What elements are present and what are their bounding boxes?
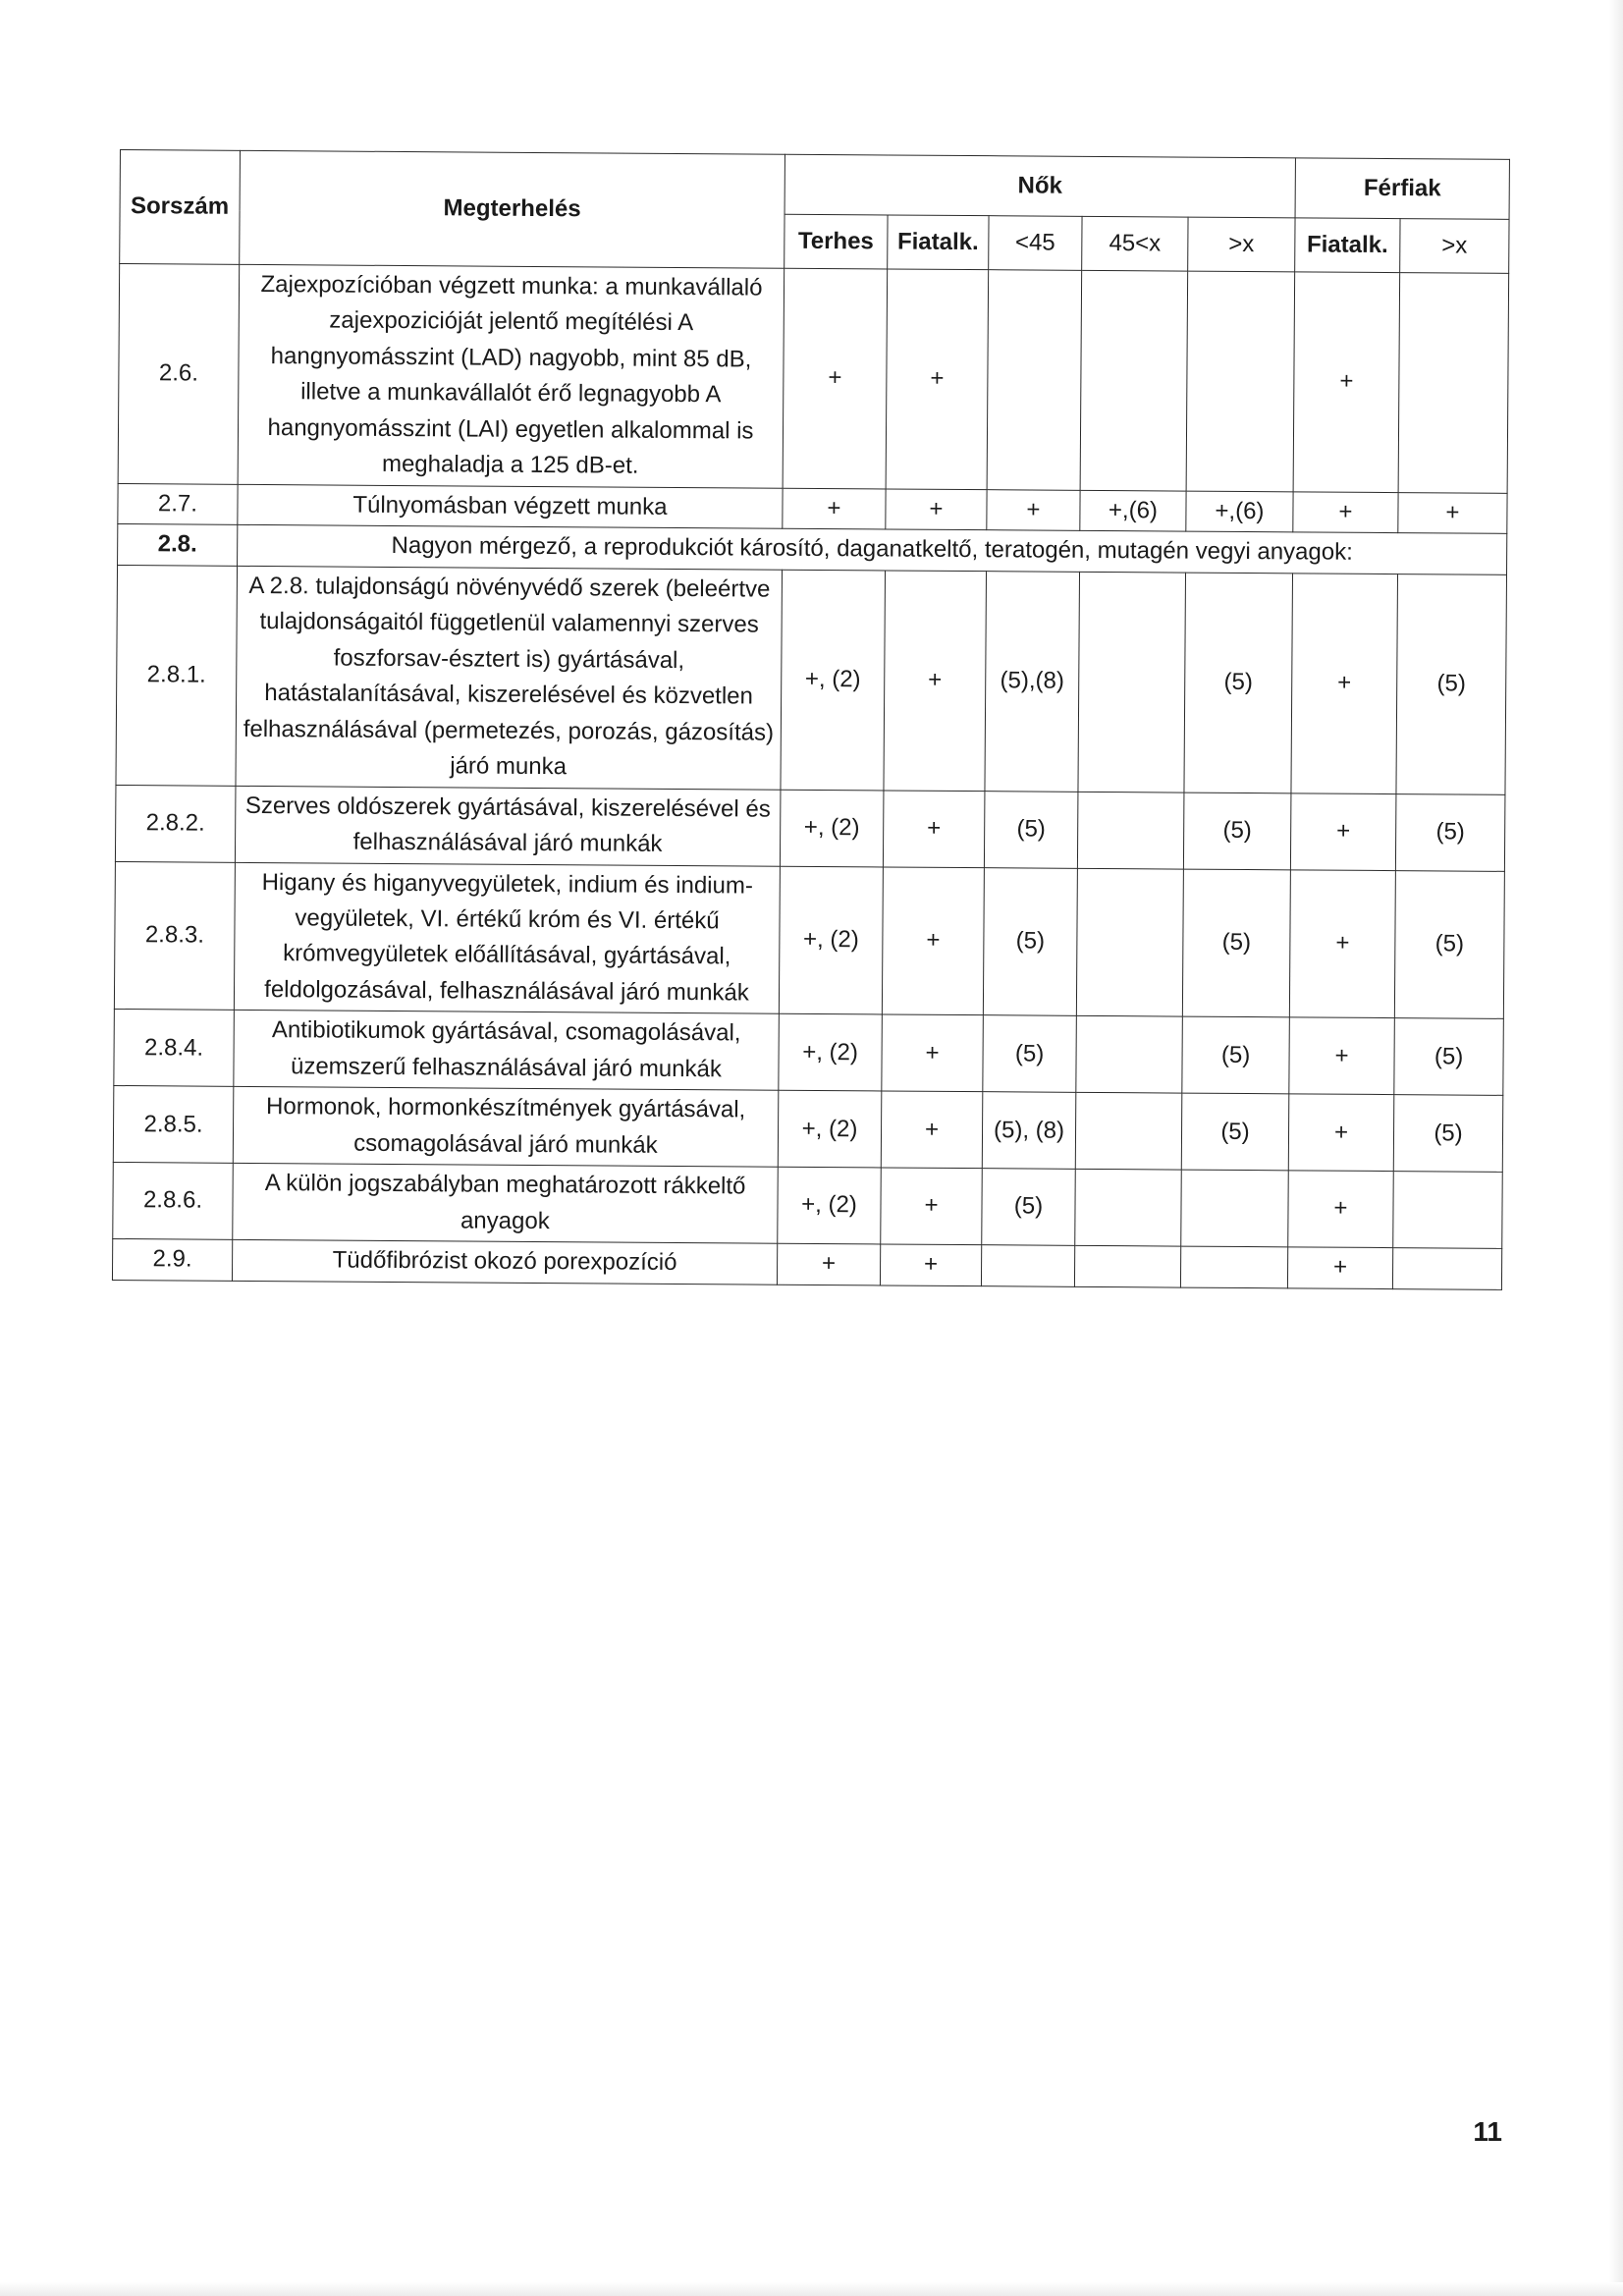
page-number: 11 (1473, 2116, 1502, 2147)
cell-lt45 (981, 1245, 1074, 1286)
cell-45ltx (1080, 270, 1188, 491)
header-ferfiak: Férfiak (1295, 158, 1509, 220)
cell-lt45 (987, 270, 1082, 490)
header-sorszam: Sorszám (120, 150, 241, 265)
cell-45ltx (1076, 868, 1183, 1017)
table-row (114, 1010, 1504, 1096)
scan-page-bottom (0, 2282, 1623, 2296)
cell-45ltx (1075, 1170, 1182, 1247)
row-number: 2.8.6. (113, 1163, 234, 1240)
cell-fiatalk-nok: + (882, 866, 984, 1015)
row-number: 2.6. (118, 264, 240, 485)
row-number: 2.7. (118, 483, 238, 524)
cell-45ltx (1075, 1093, 1182, 1171)
cell-terhes: + (783, 268, 888, 489)
row-description: Higany és higanyvegyületek, indium és indium- vegyületek, VI. értékű króm és VI. értékű krómvegyületek előállításával, gyártásával, feldolgozásával, felhasználásával járó munkák (234, 862, 780, 1014)
cell-terhes: +, (2) (779, 866, 883, 1015)
table-row (118, 264, 1509, 494)
cell-45ltx (1076, 1016, 1183, 1094)
cell-gtx-nok: (5) (1184, 573, 1293, 793)
table-row (114, 861, 1504, 1019)
cell-lt45: (5) (983, 1015, 1077, 1093)
header-row-top (120, 150, 1509, 220)
row-number: 2.8.2. (115, 785, 236, 862)
cell-gtx-ferfiak (1398, 273, 1509, 494)
cell-gtx-ferfiak (1392, 1248, 1501, 1289)
cell-terhes: +, (2) (778, 1167, 882, 1244)
cell-gtx-ferfiak: + (1398, 492, 1507, 533)
header-lt45: <45 (989, 216, 1082, 271)
cell-fiatalk-nok: + (886, 269, 989, 490)
cell-gtx-ferfiak: (5) (1394, 870, 1504, 1019)
table-row (116, 565, 1507, 794)
cell-fiatalk-nok: + (884, 571, 987, 792)
header-gtx-ferfiak: >x (1400, 219, 1509, 274)
table-row (112, 1239, 1501, 1289)
cell-gtx-nok: +,(6) (1186, 491, 1293, 532)
cell-fiatalk-nok: + (883, 791, 985, 868)
cell-fiatalk-nok: + (886, 489, 987, 530)
cell-fiatalk-nok: + (881, 1091, 983, 1169)
cell-fiatalk-ferfiak: + (1291, 574, 1398, 794)
cell-gtx-nok (1180, 1246, 1287, 1287)
cell-lt45: (5) (983, 867, 1077, 1016)
row-number: 2.8.5. (113, 1086, 234, 1164)
cell-45ltx: +,(6) (1080, 490, 1186, 531)
header-fiatalk-ferfiak: Fiatalk. (1295, 218, 1400, 273)
cell-gtx-ferfiak: (5) (1393, 1095, 1503, 1173)
table-row (113, 1163, 1503, 1249)
header-megterheles: Megterhelés (240, 150, 785, 268)
cell-lt45: (5),(8) (985, 571, 1080, 791)
cell-gtx-nok (1186, 271, 1295, 492)
cell-terhes: +, (2) (780, 790, 884, 867)
exposure-restrictions-table (112, 149, 1510, 1290)
header-terhes: Terhes (784, 214, 888, 269)
cell-gtx-nok: (5) (1182, 869, 1290, 1018)
cell-45ltx (1077, 792, 1184, 869)
cell-terhes: + (777, 1243, 880, 1285)
header-nok: Nők (784, 154, 1295, 218)
row-number: 2.8.3. (114, 861, 235, 1011)
cell-fiatalk-ferfiak: + (1290, 793, 1396, 870)
cell-fiatalk-ferfiak: + (1287, 1247, 1392, 1288)
cell-lt45: (5) (984, 791, 1078, 868)
scan-page-edge (1609, 0, 1623, 2296)
cell-lt45: + (987, 489, 1080, 530)
row-description: Szerves oldószerek gyártásával, kiszerelésével és felhasználásával járó munkák (235, 786, 781, 866)
cell-fiatalk-ferfiak: + (1293, 272, 1400, 493)
row-description: A külön jogszabályban meghatározott rákkeltő anyagok (233, 1164, 779, 1244)
cell-terhes: + (783, 488, 886, 529)
row-description: Hormonok, hormonkészítmények gyártásával, csomagolásával járó munkák (233, 1087, 779, 1168)
cell-fiatalk-ferfiak: + (1288, 1094, 1394, 1172)
header-45ltx: 45<x (1082, 216, 1188, 271)
row-number: 2.9. (112, 1239, 232, 1281)
cell-gtx-ferfiak (1393, 1172, 1503, 1249)
cell-terhes: +, (2) (779, 1014, 883, 1092)
cell-gtx-nok: (5) (1183, 793, 1291, 870)
cell-lt45: (5), (8) (982, 1092, 1076, 1170)
cell-fiatalk-nok: + (881, 1168, 983, 1245)
cell-terhes: +, (2) (778, 1091, 882, 1169)
header-gtx-nok: >x (1188, 217, 1295, 272)
row-description: Tüdőfibrózist okozó porexpozíció (232, 1240, 777, 1285)
cell-gtx-nok: (5) (1181, 1093, 1289, 1171)
row-description: Antibiotikumok gyártásával, csomagolásával, üzemszerű felhasználásával járó munkák (234, 1011, 780, 1091)
cell-45ltx (1078, 572, 1186, 793)
row-number: 2.8.1. (116, 565, 238, 786)
header-fiatalk-nok: Fiatalk. (888, 215, 989, 270)
cell-fiatalk-nok: + (880, 1244, 981, 1285)
cell-fiatalk-ferfiak: + (1293, 492, 1398, 533)
cell-fiatalk-nok: + (882, 1014, 984, 1092)
section-title: Nagyon mérgező, a reprodukciót károsító, daganatkeltő, teratogén, mutagén vegyi anyagok: (238, 525, 1507, 574)
cell-fiatalk-ferfiak: + (1288, 1171, 1394, 1248)
row-description: Zajexpozícióban végzett munka: a munkavállaló zajexpozicióját jelentő megítélési A hangnyomásszint (LAD) nagyobb, mint 85 dB, illetve a munkavállalót érő legnagyobb A hangnyomásszint (LAI) egyetlen alkalommal is meghaladja a 125 dB-et. (238, 264, 784, 488)
cell-45ltx (1074, 1246, 1180, 1287)
cell-gtx-ferfiak: (5) (1394, 1018, 1504, 1096)
cell-lt45: (5) (982, 1169, 1076, 1246)
cell-gtx-ferfiak: (5) (1395, 793, 1505, 871)
row-number: 2.8.4. (114, 1010, 235, 1087)
cell-gtx-nok (1181, 1170, 1289, 1247)
table-row (113, 1086, 1503, 1173)
cell-gtx-ferfiak: (5) (1396, 574, 1507, 794)
section-number: 2.8. (118, 524, 238, 566)
cell-terhes: +, (2) (781, 570, 886, 791)
cell-gtx-nok: (5) (1182, 1016, 1290, 1094)
row-description: A 2.8. tulajdonságú növényvédő szerek (beleértve tulajdonságaitól függetlenül valamennyi szerves foszforsav-észtert is) gyártásával, hatástalanításával, kiszerelésével és közvetlen felhasználásával (permetezés, porozás, gázosítás) járó munka (236, 566, 783, 790)
cell-fiatalk-ferfiak: + (1289, 1017, 1395, 1095)
table-row (115, 785, 1505, 871)
row-description: Túlnyomásban végzett munka (238, 484, 783, 528)
cell-fiatalk-ferfiak: + (1289, 869, 1395, 1018)
